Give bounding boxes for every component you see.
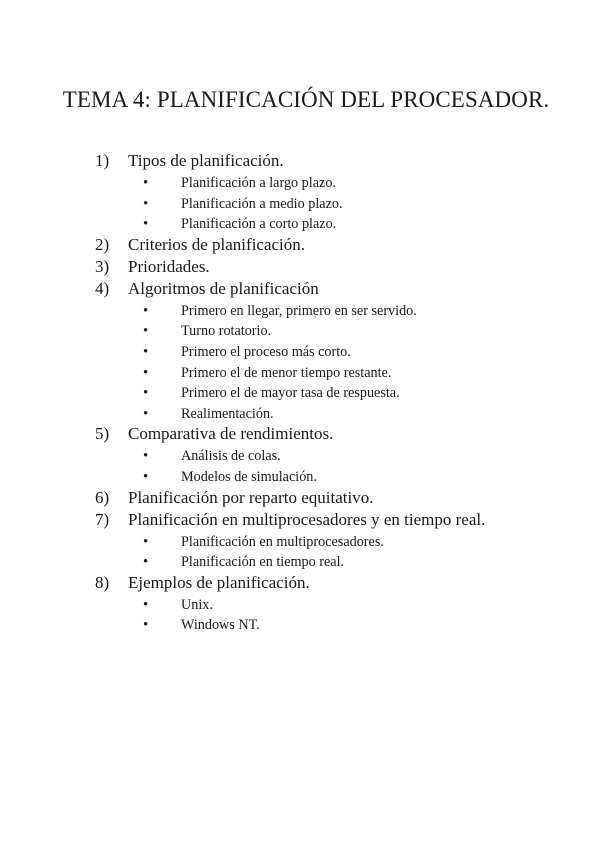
subsection-item	[0, 193, 612, 214]
section-item	[0, 278, 612, 300]
bullet-icon: •	[143, 554, 149, 571]
bullet-icon: •	[143, 343, 149, 360]
section-label: Planificación en multiprocesadores y en tiempo real.	[128, 509, 486, 529]
subsection-item	[0, 320, 612, 341]
bullet-icon: •	[143, 596, 149, 613]
bullet-icon: •	[143, 468, 149, 485]
bullet-icon: •	[143, 364, 149, 381]
subsection-item	[0, 551, 612, 572]
subsection-label: Realimentación.	[181, 405, 274, 422]
section-label: Comparativa de rendimientos.	[128, 424, 334, 444]
bullet-icon: •	[143, 385, 149, 402]
subsection-label: Modelos de simulación.	[181, 468, 317, 485]
subsection-label: Unix.	[181, 596, 213, 613]
subsection-item	[0, 341, 612, 362]
bullet-icon: •	[143, 617, 149, 634]
section-number: 3)	[95, 256, 110, 276]
subsection-label: Planificación a corto plazo.	[181, 216, 337, 233]
section-label: Planificación por reparto equitativo.	[128, 487, 374, 507]
subsection-item	[0, 594, 612, 615]
subsection-item	[0, 614, 612, 635]
subsection-label: Primero el proceso más corto.	[181, 343, 351, 360]
subsection-item	[0, 531, 612, 552]
section-label: Criterios de planificación.	[128, 234, 306, 254]
page-title: TEMA 4: PLANIFICACIÓN DEL PROCESADOR.	[62, 87, 550, 112]
section-item	[0, 487, 612, 509]
section-item	[0, 423, 612, 445]
section-label: Prioridades.	[128, 256, 210, 276]
section-item	[0, 509, 612, 531]
section-number: 2)	[95, 234, 110, 254]
subsection-item	[0, 403, 612, 424]
topic-outline	[0, 150, 612, 635]
section-number: 5)	[95, 424, 110, 444]
subsection-item	[0, 172, 612, 193]
subsection-item	[0, 300, 612, 321]
subsection-item	[0, 466, 612, 487]
bullet-icon: •	[143, 302, 149, 319]
subsection-item	[0, 382, 612, 403]
subsection-item	[0, 445, 612, 466]
subsection-label: Primero el de mayor tasa de respuesta.	[181, 385, 400, 402]
section-item	[0, 256, 612, 278]
subsection-label: Planificación en tiempo real.	[181, 554, 345, 571]
bullet-icon: •	[143, 195, 149, 212]
section-item	[0, 572, 612, 594]
subsection-label: Planificación a medio plazo.	[181, 195, 343, 212]
section-label: Tipos de planificación.	[128, 151, 284, 170]
section-number: 4)	[95, 278, 110, 298]
subsection-item	[0, 362, 612, 383]
subsection-label: Planificación en multiprocesadores.	[181, 533, 384, 550]
subsection-label: Planificación a largo plazo.	[181, 175, 336, 191]
section-number: 1)	[95, 151, 110, 170]
section-item	[0, 150, 612, 172]
section-number: 6)	[95, 487, 110, 507]
bullet-icon: •	[143, 533, 149, 550]
section-number: 7)	[95, 509, 110, 529]
subsection-label: Turno rotatorio.	[181, 323, 272, 340]
subsection-label: Windows NT.	[181, 617, 260, 634]
bullet-icon: •	[143, 175, 149, 191]
subsection-label: Primero el de menor tiempo restante.	[181, 364, 392, 381]
bullet-icon: •	[143, 405, 149, 422]
section-label: Algoritmos de planificación	[128, 278, 319, 298]
section-number: 8)	[95, 572, 110, 592]
section-item	[0, 234, 612, 256]
subsection-label: Análisis de colas.	[181, 448, 281, 465]
subsection-label: Primero en llegar, primero en ser servido.	[181, 302, 417, 319]
bullet-icon: •	[143, 323, 149, 340]
subsection-item	[0, 213, 612, 234]
bullet-icon: •	[143, 448, 149, 465]
bullet-icon: •	[143, 216, 149, 233]
section-label: Ejemplos de planificación.	[128, 572, 310, 592]
